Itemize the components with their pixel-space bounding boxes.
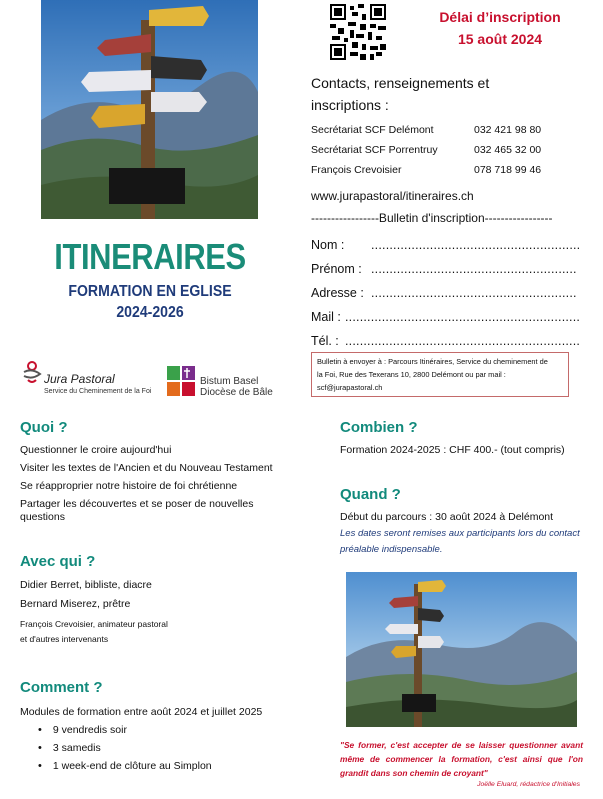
contacts-heading-line-1: Contacts, renseignements et [311, 75, 490, 91]
website-link[interactable]: www.jurapastoral/itineraires.ch [311, 189, 474, 203]
signpost-photo-top [41, 0, 258, 219]
page-title: ITINERAIRES [54, 236, 246, 277]
contact-name: Secrétariat SCF Porrentruy [311, 144, 438, 156]
form-label: Nom : [311, 238, 345, 252]
send-email[interactable]: scf@jurapastoral.ch [317, 383, 383, 392]
contact-name: Secrétariat SCF Delémont [311, 124, 434, 136]
bistum-line-2: Diocèse de Bâle [200, 387, 273, 398]
subtitle-line-2: 2024-2026 [116, 304, 184, 321]
jura-pastoral-logo [20, 360, 160, 394]
form-dots: ................................................................ [345, 310, 581, 324]
form-field-nom[interactable] [311, 228, 591, 252]
contacts-list [311, 120, 581, 180]
section-heading-combien: Combien ? [340, 419, 418, 436]
avec-qui-list [20, 579, 290, 647]
section-heading-quand: Quand ? [340, 486, 401, 503]
intervenant-line-2: et d'autres intervenants [20, 634, 109, 644]
list-item: • 3 samedis [28, 739, 288, 757]
bistum-basel-logo [167, 366, 287, 398]
send-line-1: Bulletin à envoyer à : Parcours Itinéraires, Service du cheminement de [317, 357, 548, 366]
form-dots: ................................................................ [345, 334, 581, 348]
quand-note-line-2: préalable indispensable. [340, 544, 443, 555]
contact-phone[interactable]: 032 421 98 80 [474, 124, 542, 136]
contact-phone[interactable]: 078 718 99 46 [474, 164, 542, 176]
bulletin-header: -----------------Bulletin d'inscription----------------- [311, 211, 553, 225]
deadline-line-1: Délai d’inscription [439, 9, 561, 25]
form-dots: ........................................................ [371, 262, 577, 276]
qr-code-icon [330, 4, 386, 60]
contacts-heading-line-2: inscriptions : [311, 97, 389, 113]
contact-name: François Crevoisier [311, 164, 402, 176]
section-heading-quoi: Quoi ? [20, 419, 68, 436]
quoi-item: Se réapproprier notre histoire de foi chrétienne [20, 480, 238, 492]
list-item: • 1 week-end de clôture au Simplon [28, 757, 288, 775]
quoi-item-line-2: questions [20, 511, 65, 523]
quoi-item: Questionner le croire aujourd'hui [20, 444, 172, 456]
combien-text: Formation 2024-2025 : CHF 400.- (tout compris) [340, 444, 565, 456]
jura-pastoral-emblem-icon [20, 360, 44, 386]
comment-intro: Modules de formation entre août 2024 et juillet 2025 [20, 706, 263, 718]
diocese-emblem-icon [167, 366, 195, 396]
registration-form [311, 228, 591, 348]
intervenant: Bernard Miserez, prêtre [20, 598, 131, 610]
contact-row [311, 140, 581, 160]
form-field-prenom[interactable] [311, 252, 591, 276]
bistum-line-1: Bistum Basel [200, 376, 259, 387]
quoi-item: Visiter les textes de l'Ancien et du Nouveau Testament [20, 462, 273, 474]
jura-pastoral-sub: Service du Cheminement de la Foi [44, 388, 152, 395]
form-label: Mail : [311, 310, 341, 324]
section-heading-avec-qui: Avec qui ? [20, 553, 96, 570]
form-dots: ........................................................ [371, 286, 577, 300]
form-field-mail[interactable] [311, 300, 591, 324]
form-label: Adresse : [311, 286, 364, 300]
list-item: • 9 vendredis soir [28, 721, 288, 739]
form-label: Prénom : [311, 262, 362, 276]
quand-text: Début du parcours : 30 août 2024 à Delémont [340, 511, 554, 523]
send-line-2: la Foi, Rue des Texerans 10, 2800 Delémont ou par mail : [317, 370, 506, 379]
quoi-list [20, 444, 290, 524]
contact-phone[interactable]: 032 465 32 00 [474, 144, 542, 156]
quote-source: Joëlle Eluard, rédactrice d'Initiales [477, 781, 580, 788]
subtitle-line-1: FORMATION EN EGLISE [68, 283, 232, 300]
section-heading-comment: Comment ? [20, 679, 103, 696]
quand-note-line-1: Les dates seront remises aux participants lors du contact [340, 528, 580, 539]
form-field-adresse[interactable] [311, 276, 591, 300]
form-field-tel[interactable] [311, 324, 591, 348]
form-label: Tél. : [311, 334, 339, 348]
intervenant: Didier Berret, bibliste, diacre [20, 579, 152, 591]
contact-row [311, 120, 581, 140]
send-address-box [311, 352, 569, 397]
qr-code[interactable] [330, 4, 386, 60]
intervenant-line-1: François Crevoisier, animateur pastoral [20, 619, 168, 629]
deadline-line-2: 15 août 2024 [457, 31, 543, 47]
contact-row [311, 160, 581, 180]
quote-text: "Se former, c'est accepter de se laisser questionner avant même de commencer la formation, c'est ainsi que l'on grandit dans son chemin de croyant" [340, 740, 583, 778]
comment-bullets [28, 721, 288, 775]
form-dots: ......................................................... [371, 238, 581, 252]
quoi-item-line-1: Partager les découvertes et se poser de nouvelles [20, 498, 254, 510]
signpost-photo-bottom [346, 572, 577, 727]
jura-pastoral-name: Jura Pastoral [44, 372, 115, 386]
